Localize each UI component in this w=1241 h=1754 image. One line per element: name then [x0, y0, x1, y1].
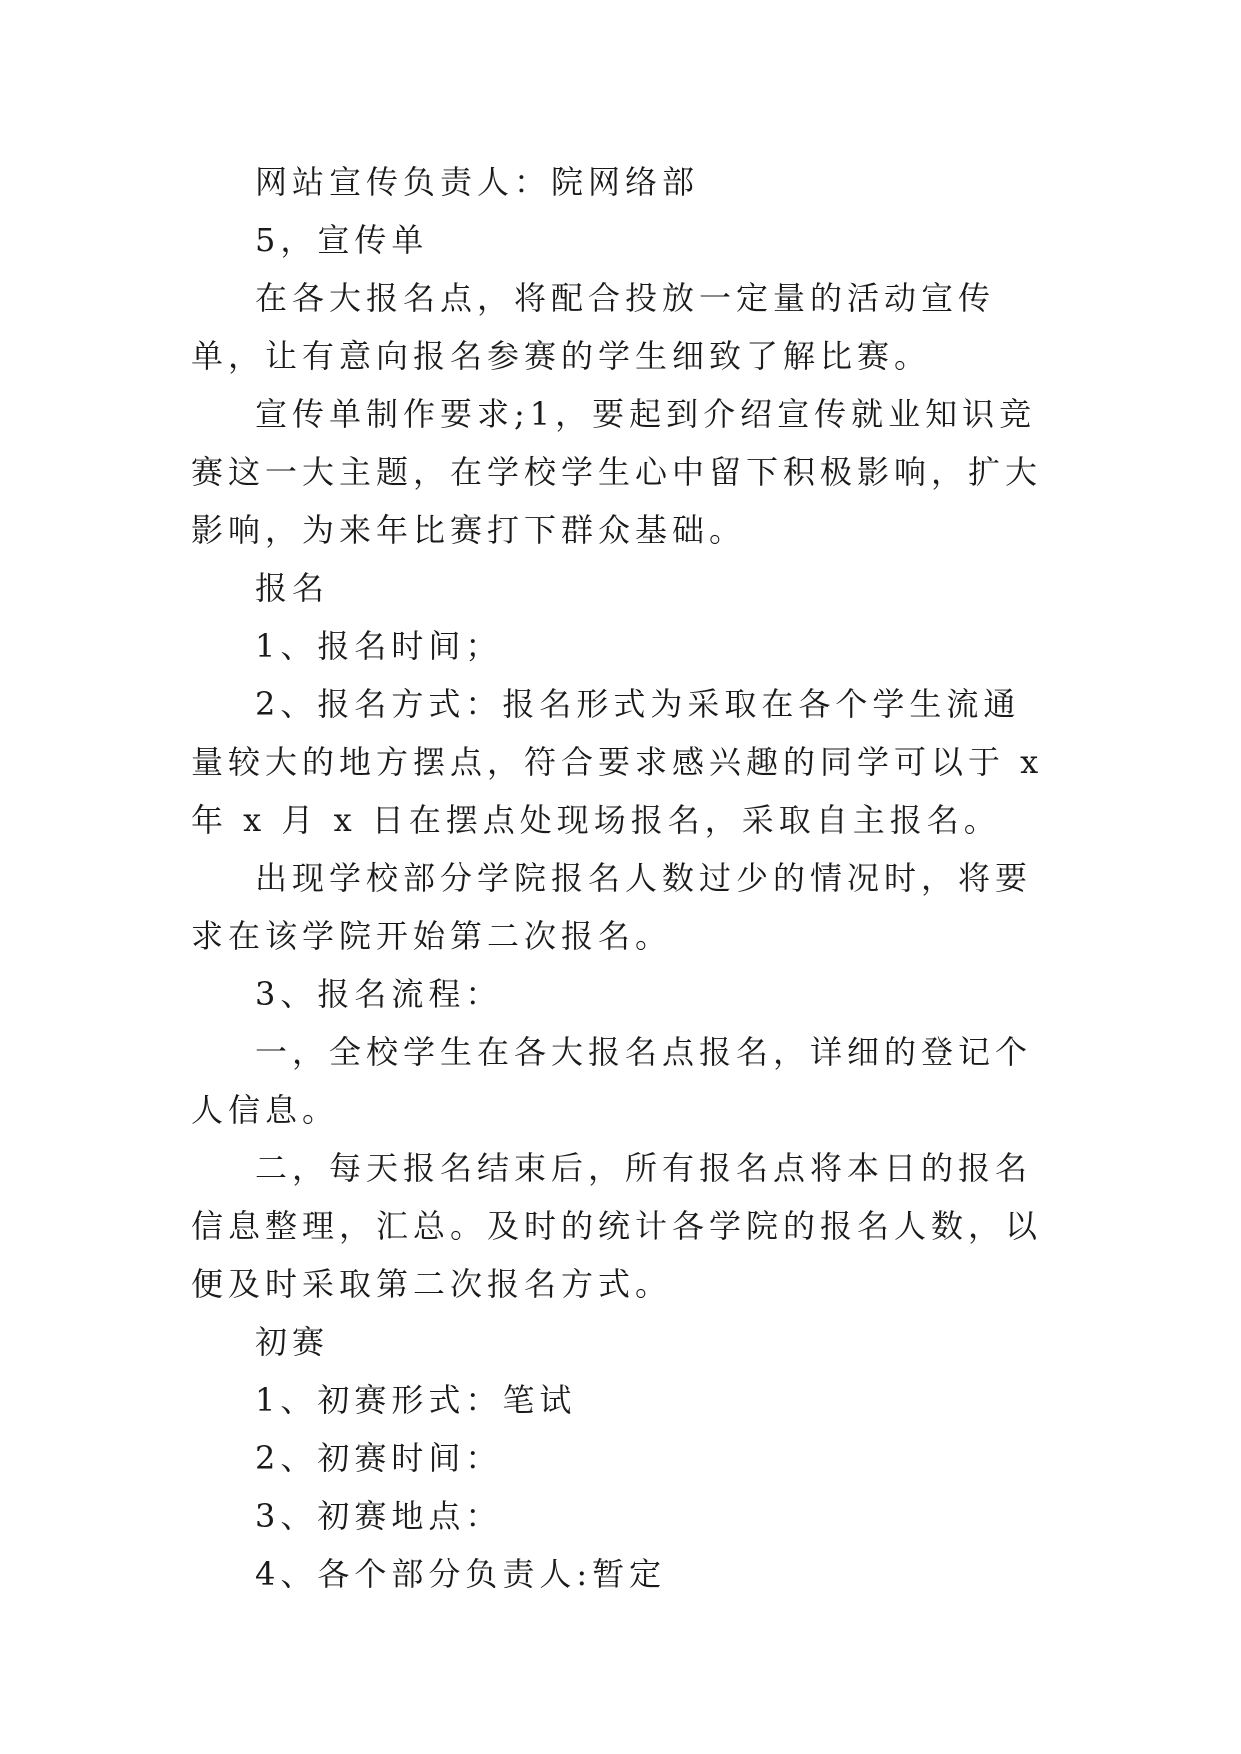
section-heading-registration: 报名 [255, 569, 330, 607]
paragraph-flyer-distribution: 在各大报名点，将配合投放一定量的活动宣传单，让有意向报名参赛的学生细致了解比赛。 [191, 279, 996, 375]
paragraph-flyer-requirements: 宣传单制作要求;1，要起到介绍宣传就业知识竞赛这一大主题，在学校学生心中留下积极影响，扩大影响，为来年比赛打下群众基础。 [191, 395, 1043, 549]
section-heading-preliminary: 初赛 [255, 1323, 330, 1361]
paragraph-registration-time: 1、报名时间； [255, 627, 503, 665]
paragraph-flyer-heading: 5，宣传单 [255, 221, 429, 259]
document-page [191, 153, 1051, 1603]
paragraph-registration-process: 3、报名流程： [255, 975, 503, 1013]
paragraph-preliminary-time: 2、初赛时间： [255, 1439, 503, 1477]
paragraph-process-step-1: 一，全校学生在各大报名点报名，详细的登记个人信息。 [191, 1033, 1033, 1129]
paragraph-web-promo-lead: 网站宣传负责人：院网络部 [255, 163, 700, 201]
paragraph-second-registration: 出现学校部分学院报名人数过少的情况时，将要求在该学院开始第二次报名。 [191, 859, 1033, 955]
paragraph-preliminary-location: 3、初赛地点： [255, 1497, 503, 1535]
paragraph-preliminary-leads: 4、各个部分负责人:暂定 [255, 1555, 667, 1593]
paragraph-registration-method: 2、报名方式：报名形式为采取在各个学生流通量较大的地方摆点，符合要求感兴趣的同学可以于 x 年 x 月 x 日在摆点处现场报名，采取自主报名。 [191, 685, 1044, 839]
paragraph-process-step-2: 二，每天报名结束后，所有报名点将本日的报名信息整理，汇总。及时的统计各学院的报名人数，以便及时采取第二次报名方式。 [191, 1149, 1043, 1303]
paragraph-preliminary-format: 1、初赛形式：笔试 [255, 1381, 577, 1419]
